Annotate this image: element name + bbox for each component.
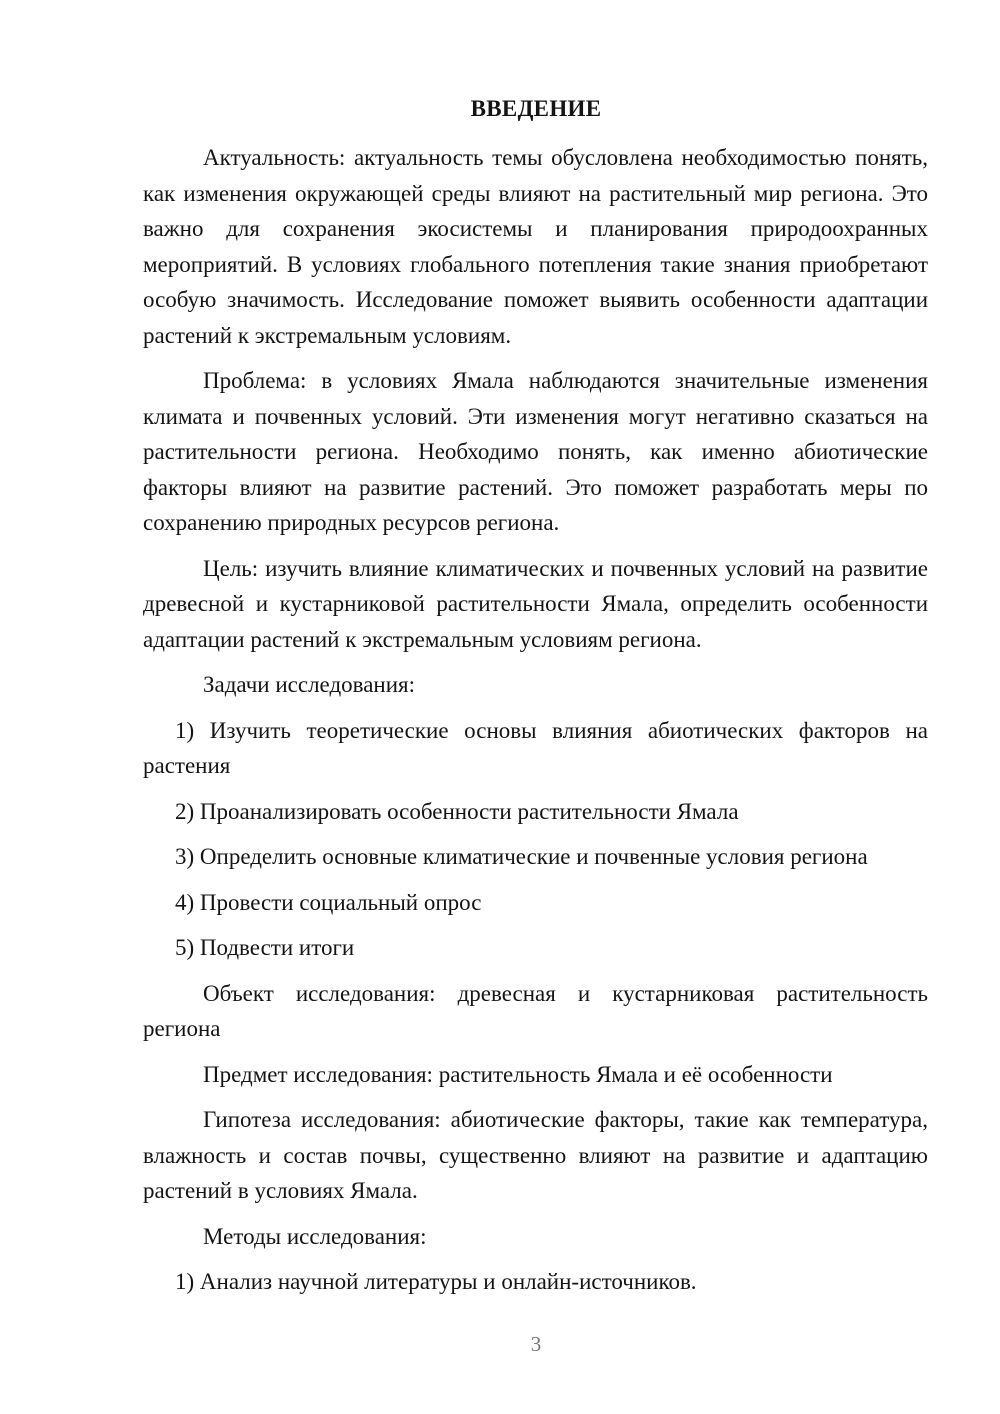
paragraph-goal: Цель: изучить влияние климатических и почвенных условий на развитие древесной и кустарниковой растительности Ямала, определить особенности адаптации растений к экстремальным условиям региона. <box>143 555 928 652</box>
paragraph-problem: Проблема: в условиях Ямала наблюдаются значительные изменения климата и почвенных условий. Эти изменения могут негативно сказаться на растительности региона. Необходимо понять, как именно абиотические факторы влияют на развитие растений. Это поможет разработать меры по сохранению природных ресурсов региона. <box>143 368 928 535</box>
paragraph-object: Объект исследования: древесная и кустарниковая растительность региона <box>143 980 928 1041</box>
paragraph-hypothesis: Гипотеза исследования: абиотические факторы, такие как температура, влажность и состав почвы, существенно влияют на развитие и адаптацию растений в условиях Ямала. <box>143 1107 928 1203</box>
document-body <box>143 140 928 1310</box>
task-item: 5) Подвести итоги <box>175 935 355 960</box>
task-item: 4) Провести социальный опрос <box>175 889 482 915</box>
task-item: 2) Проанализировать особенности растительности Ямала <box>175 798 739 824</box>
page-number: 3 <box>530 1332 542 1356</box>
tasks-heading: Задачи исследования: <box>203 672 416 697</box>
paragraph-actuality: Актуальность: актуальность темы обусловлена необходимостью понять, как изменения окружающей среды влияют на растительный мир региона. Это важно для сохранения экосистемы и планирования природоохранных мероприятий. В условиях глобального потепления такие знания приобретают особую значимость. Исследование поможет выявить особенности адаптации растений к экстремальным условиям. <box>143 145 928 348</box>
task-item: 1) Изучить теоретические основы влияния абиотических факторов на растения <box>143 717 928 778</box>
page-title: ВВЕДЕНИЕ <box>470 96 602 121</box>
methods-heading: Методы исследования: <box>203 1223 427 1249</box>
method-item: 1) Анализ научной литературы и онлайн-источников. <box>175 1269 697 1294</box>
paragraph-subject: Предмет исследования: растительность Ямала и её особенности <box>203 1061 833 1087</box>
task-item: 3) Определить основные климатические и почвенные условия региона <box>175 844 868 869</box>
